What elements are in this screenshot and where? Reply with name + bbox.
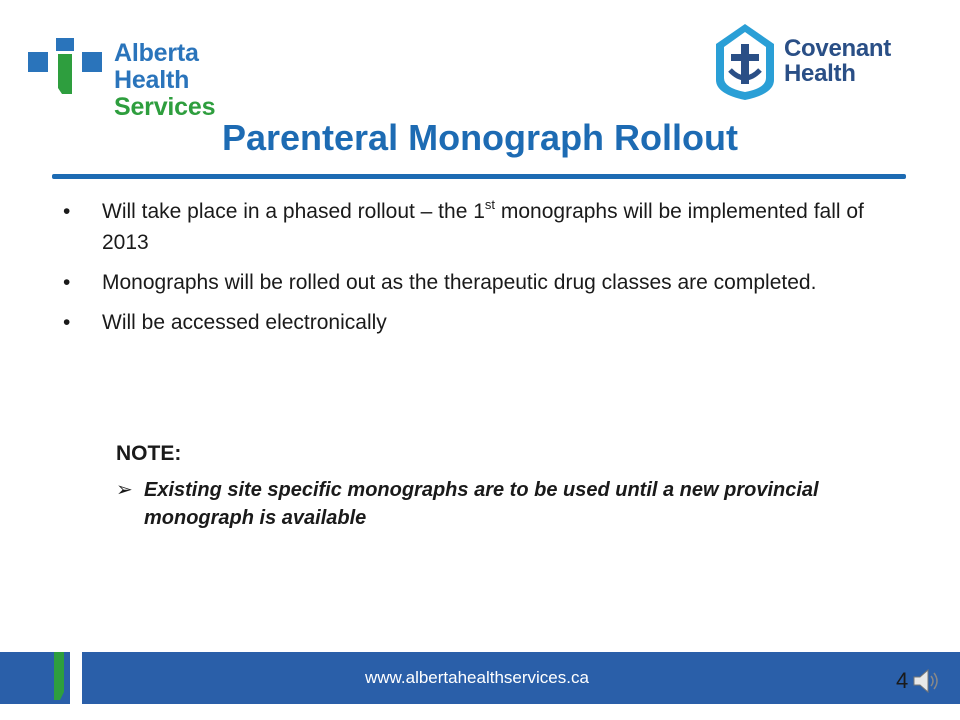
covenant-wordmark-line2: Health bbox=[784, 60, 856, 87]
covenant-wordmark bbox=[784, 36, 891, 86]
ahs-logo bbox=[28, 38, 278, 121]
covenant-health-logo bbox=[712, 22, 912, 104]
bullet-item bbox=[60, 307, 880, 338]
title-divider bbox=[52, 174, 906, 179]
ahs-wordmark-line1: Alberta Health bbox=[114, 39, 199, 94]
bullet-text: Monographs will be rolled out as the therapeutic drug classes are completed. bbox=[102, 271, 817, 294]
bullet-item bbox=[60, 267, 880, 298]
covenant-emblem-icon bbox=[712, 22, 778, 102]
covenant-wordmark-line1: Covenant bbox=[784, 35, 891, 62]
ordinal-suffix: st bbox=[484, 197, 496, 212]
bullet-marker: • bbox=[63, 311, 71, 334]
footer-url[interactable]: www.albertahealthservices.ca bbox=[365, 668, 589, 687]
footer-bar bbox=[0, 652, 960, 704]
slide-title: Parenteral Monograph Rollout bbox=[221, 117, 739, 158]
note-item bbox=[116, 476, 904, 532]
bullet-marker: • bbox=[63, 271, 71, 294]
bullet-list bbox=[60, 196, 880, 347]
ahs-wordmark-line2: Services bbox=[114, 93, 216, 121]
note-text: Existing site specific monographs are to be used until a new provincial monograph is available bbox=[144, 479, 819, 529]
page-number: 4 bbox=[896, 668, 909, 693]
note-label: NOTE: bbox=[116, 442, 182, 465]
bullet-text-cont: monographs will be implemented fall of 2013 bbox=[102, 200, 864, 254]
arrow-bullet-icon: ➢ bbox=[116, 479, 133, 501]
bullet-text: Will be accessed electronically bbox=[102, 311, 387, 334]
ahs-wordmark bbox=[114, 40, 278, 121]
bullet-text: Will take place in a phased rollout – the 1 bbox=[102, 200, 485, 223]
bullet-item bbox=[60, 196, 880, 258]
ahs-footer-mark-icon bbox=[50, 652, 84, 704]
bullet-marker: • bbox=[63, 200, 71, 223]
ahs-cross-logo-icon bbox=[28, 38, 104, 94]
speaker-audio-icon[interactable] bbox=[912, 668, 940, 694]
